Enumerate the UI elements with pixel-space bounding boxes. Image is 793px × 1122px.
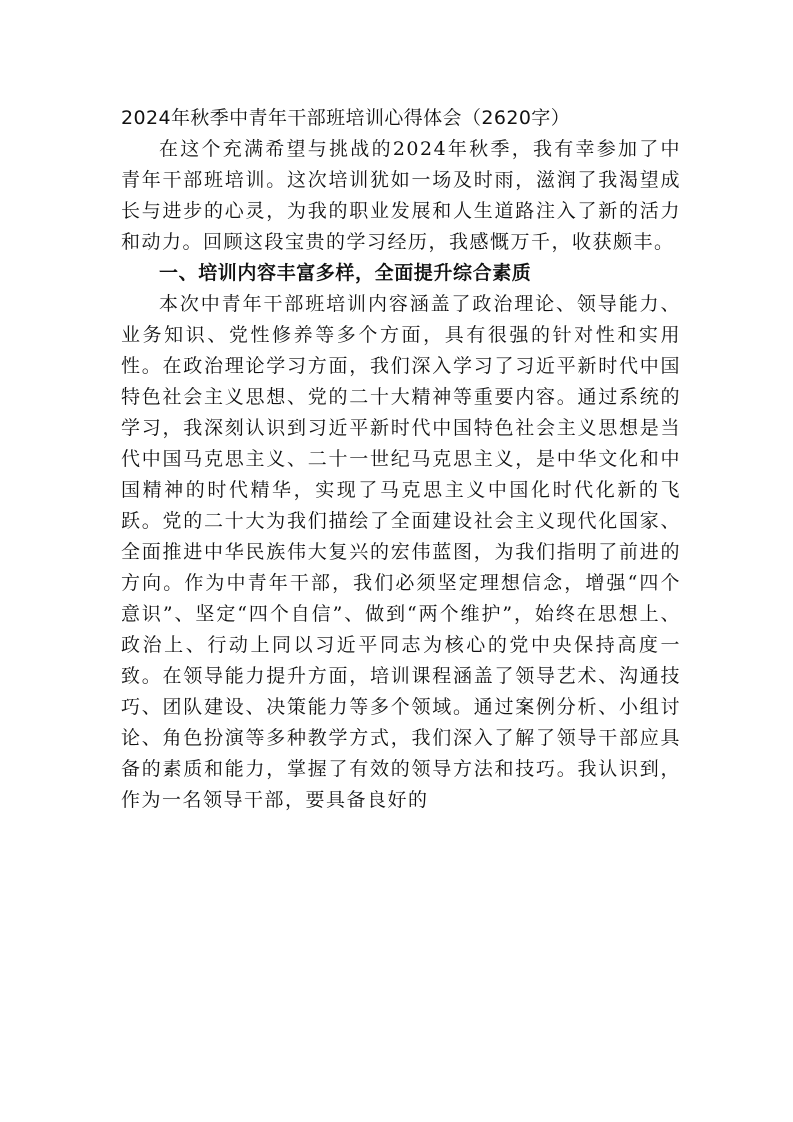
document-body xyxy=(121,103,681,816)
section-paragraph: 本次中青年干部班培训内容涵盖了政治理论、领导能力、业务知识、党性修养等多个方面，具有很强的针对性和实用性。在政治理论学习方面，我们深入学习了习近平新时代中国特色社会主义思想、党的二十大精神等重要内容。通过系统的学习，我深刻认识到习近平新时代中国特色社会主义思想是当代中国马克思主义、二十一世纪马克思主义，是中华文化和中国精神的时代精华，实现了马克思主义中国化时代化新的飞跃。党的二十大为我们描绘了全面建设社会主义现代化国家、全面推进中华民族伟大复兴的宏伟蓝图，为我们指明了前进的方向。作为中青年干部，我们必须坚定理想信念，增强“四个意识”、坚定“四个自信”、做到“两个维护”，始终在思想上、政治上、行动上同以习近平同志为核心的党中央保持高度一致。在领导能力提升方面，培训课程涵盖了领导艺术、沟通技巧、团队建设、决策能力等多个领域。通过案例分析、小组讨论、角色扮演等多种教学方式，我们深入了解了领导干部应具备的素质和能力，掌握了有效的领导方法和技巧。我认识到，作为一名领导干部，要具备良好的 xyxy=(121,293,681,811)
document-title: 2024年秋季中青年干部班培训心得体会（2620字） xyxy=(121,107,571,129)
section-heading: 一、培训内容丰富多样，全面提升综合素质 xyxy=(159,262,532,284)
intro-paragraph: 在这个充满希望与挑战的2024年秋季，我有幸参加了中青年干部班培训。这次培训犹如一场及时雨，滋润了我渴望成长与进步的心灵，为我的职业发展和人生道路注入了新的活力和动力。回顾这段宝贵的学习经历，我感慨万千，收获颇丰。 xyxy=(121,138,681,253)
